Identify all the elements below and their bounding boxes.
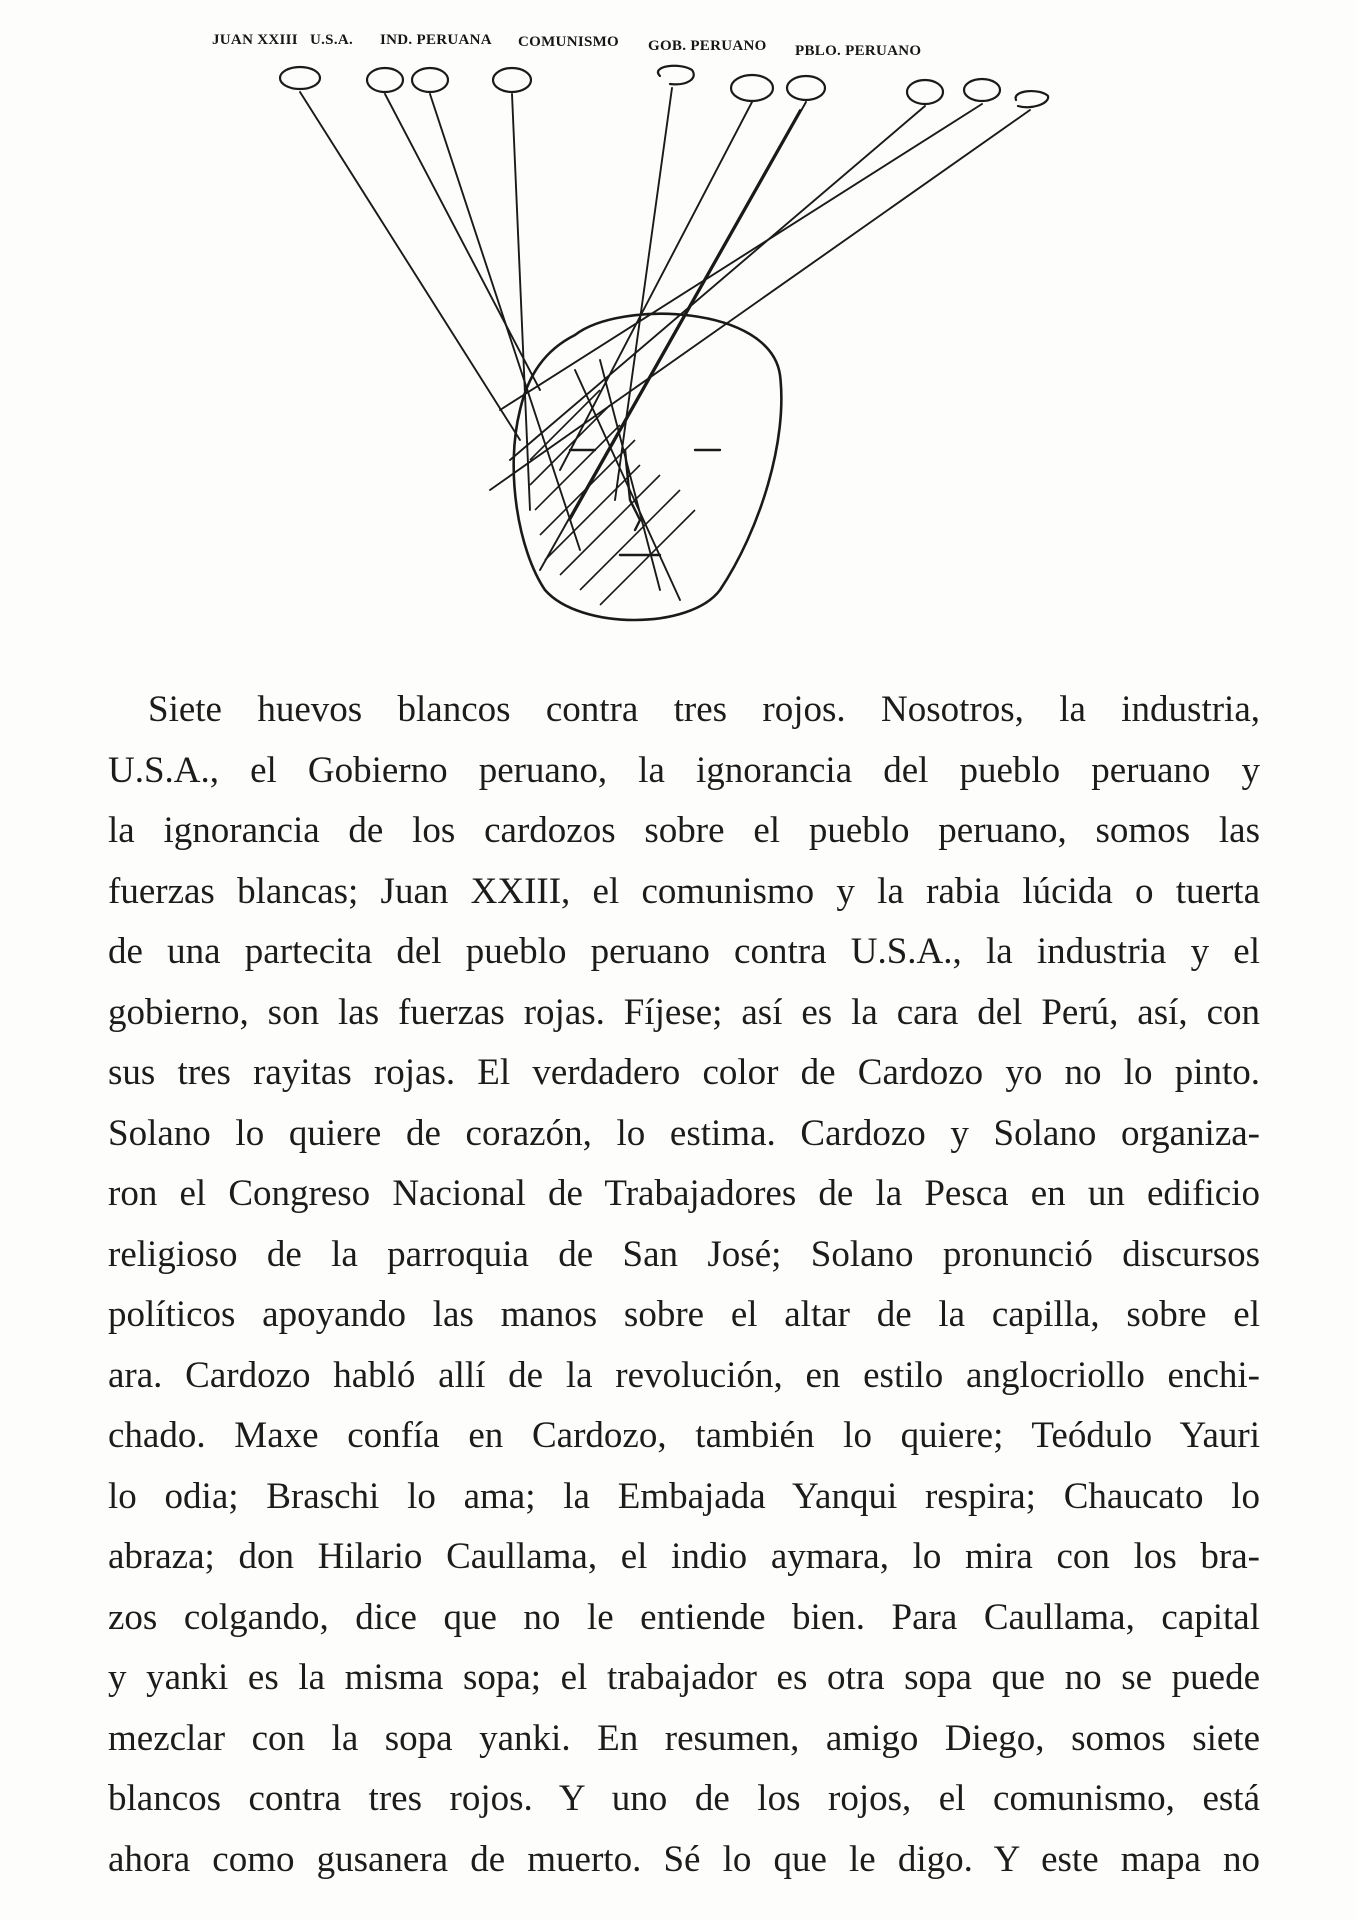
face-outline [514,314,782,620]
text-line: sus tres rayitas rojas. El verdadero color de Cardozo yo no lo pinto. [108,1052,1260,1093]
label-gob-peruano: GOB. PERUANO [648,38,767,54]
text-line: fuerzas blancas; Juan XXIII, el comunismo y la rabia lúcida o tuerta [108,870,1260,912]
text-line: chado. Maxe confía en Cardozo, también lo quiere; Teódulo Yauri [108,1415,1260,1456]
egg-comunismo [658,66,694,85]
text-line: U.S.A., el Gobierno peruano, la ignorancia del pueblo peruano y [108,749,1260,791]
egg-ind-peruana [493,68,531,92]
label-usa: U.S.A. [310,32,354,48]
egg-usa-1 [367,68,403,92]
text-line: Siete huevos blancos contra tres rojos. Nosotros, la industria, [148,689,1260,730]
text-line: gobierno, son las fuerzas rojas. Fíjese; así es la cara del Perú, así, con [108,991,1260,1033]
nose [625,450,640,530]
face-diagram-drawing [240,30,1120,640]
text-line: ahora como gusanera de muerto. Sé lo que le digo. Y este mapa no [108,1838,1260,1880]
egg-pblo-peruano-2 [964,79,1000,101]
text-line: de una partecita del pueblo peruano contra U.S.A., la industria y el [108,931,1260,972]
label-juan-xxiii: JUAN XXIII [212,32,298,48]
egg-juan-xxiii [280,67,320,89]
forces-diagram [212,30,1120,640]
egg-gob-peruano-1 [731,75,773,101]
text-line: religioso de la parroquia de San José; Solano pronunció discursos [108,1233,1260,1275]
egg-pblo-peruano-1 [907,80,943,104]
text-line: lo odia; Braschi lo ama; la Embajada Yanqui respira; Chaucato lo [108,1475,1260,1517]
text-line: ara. Cardozo habló allí de la revolución, en estilo anglocriollo enchi- [108,1354,1260,1396]
label-comunismo: COMUNISMO [518,34,620,50]
text-line: Solano lo quiere de corazón, lo estima. Cardozo y Solano organiza- [108,1112,1260,1154]
text-line: ron el Congreso Nacional de Trabajadores de la Pesca en un edificio [108,1173,1260,1214]
text-line: mezclar con la sopa yanki. En resumen, amigo Diego, somos siete [108,1717,1260,1759]
text-line: abraza; don Hilario Caullama, el indio aymara, lo mira con los bra- [108,1536,1260,1577]
text-line: y yanki es la misma sopa; el trabajador es otra sopa que no se puede [108,1657,1260,1698]
body-text [108,680,1260,1890]
egg-usa-2 [412,68,448,92]
text-line: blancos contra tres rojos. Y uno de los rojos, el comunismo, está [108,1778,1260,1819]
text-line: zos colgando, dice que no le entiende bien. Para Caullama, capital [108,1596,1260,1638]
egg-gob-peruano-2 [787,76,825,100]
text-line: la ignorancia de los cardozos sobre el pueblo peruano, somos las [108,810,1260,851]
text-line: políticos apoyando las manos sobre el altar de la capilla, sobre el [108,1294,1260,1335]
label-ind-peruana: IND. PERUANA [380,32,492,48]
label-pblo-peruano: PBLO. PERUANO [795,43,922,59]
egg-pblo-peruano-3 [1016,91,1049,107]
